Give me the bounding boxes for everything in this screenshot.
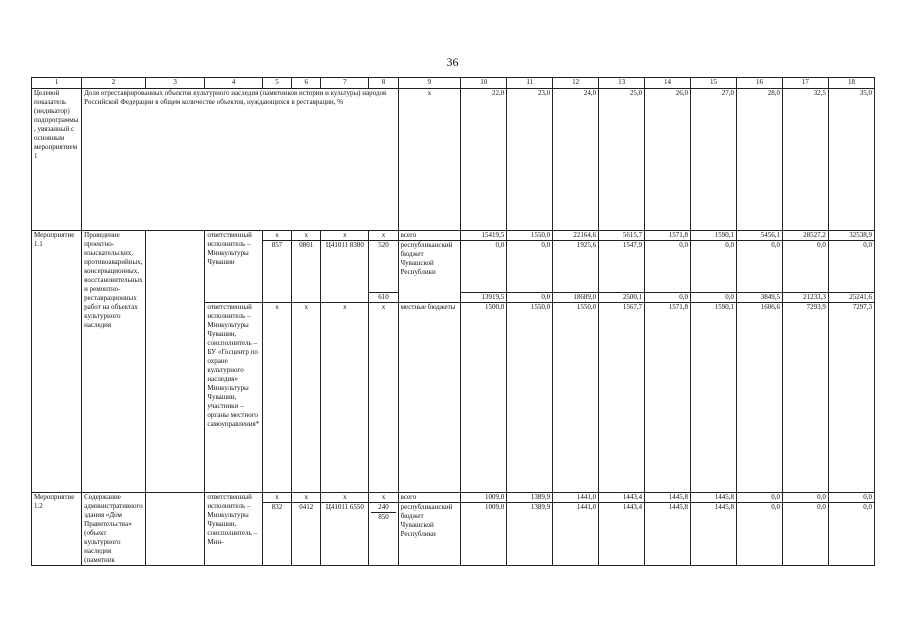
- cell: 1389,9: [507, 503, 553, 566]
- cell: 1925,6: [553, 241, 599, 293]
- cell: x: [321, 493, 369, 503]
- indicator-value: 35,0: [828, 89, 874, 231]
- cell: 13919,5: [461, 293, 507, 303]
- column-number-header: 12: [553, 78, 599, 89]
- column-number-header: 6: [292, 78, 321, 89]
- cell: 0,0: [828, 503, 874, 566]
- cell: x: [369, 231, 398, 241]
- cell: 1550,0: [553, 303, 599, 493]
- indicator-value: 22,0: [461, 89, 507, 231]
- cell: 0,0: [736, 493, 782, 503]
- column-number-header: 9: [398, 78, 461, 89]
- cell: 610: [369, 293, 398, 303]
- column-number-header: 11: [507, 78, 553, 89]
- header-row: [32, 78, 875, 89]
- column-number-header: 2: [82, 78, 146, 89]
- event1-col3: [145, 231, 205, 493]
- cell: 0,0: [461, 241, 507, 293]
- cell: 857: [262, 241, 291, 303]
- event1-resp1: ответственный исполнитель – Минкультуры Чувашии: [205, 231, 262, 303]
- cell: x: [321, 231, 369, 241]
- cell: 3849,5: [736, 293, 782, 303]
- indicator-text: Доля отреставрированных объектов культурного наследия (памятников истории и культуры) народов Российской Федерации в общем количестве объектов, нуждающихся в реставрации, %: [82, 89, 398, 231]
- cell: 1567,7: [599, 303, 645, 493]
- cell: x: [262, 493, 291, 503]
- cell: x: [321, 303, 369, 493]
- event1-label: Мероприятие 1.1: [32, 231, 82, 493]
- cell: всего: [398, 231, 461, 241]
- cell: 0,0: [645, 241, 691, 293]
- cell: 25241,6: [828, 293, 874, 303]
- cell: Ц41011 8380: [321, 241, 369, 303]
- cell: 5456,1: [736, 231, 782, 241]
- cell: 0,0: [645, 293, 691, 303]
- column-number-header: 3: [145, 78, 205, 89]
- cell: 0412: [292, 503, 321, 566]
- cell: 1441,0: [553, 503, 599, 566]
- cell: республиканский бюджет Чувашской Республики: [398, 241, 461, 303]
- cell: 18689,0: [553, 293, 599, 303]
- cell: 15419,5: [461, 231, 507, 241]
- cell: 1445,8: [645, 493, 691, 503]
- cell: 1009,0: [461, 493, 507, 503]
- cell: 850: [371, 512, 395, 522]
- cell: 1547,9: [599, 241, 645, 293]
- event2-label: Мероприятие 1.2: [32, 493, 82, 566]
- cell: 1443,4: [599, 503, 645, 566]
- cell: Ц41011 6550: [321, 503, 369, 566]
- cell: 22164,6: [553, 231, 599, 241]
- indicator-value: 23,0: [507, 89, 553, 231]
- cell: 1500,0: [461, 303, 507, 493]
- cell: 0,0: [782, 493, 828, 503]
- cell: 0,0: [507, 241, 553, 293]
- column-number-header: 16: [736, 78, 782, 89]
- cell: 1571,8: [645, 303, 691, 493]
- indicator-row: [32, 89, 875, 231]
- cell: 7297,3: [828, 303, 874, 493]
- event2-col3: [145, 493, 205, 566]
- cell: 1550,0: [507, 231, 553, 241]
- cell: 1590,1: [691, 231, 737, 241]
- column-number-header: 17: [782, 78, 828, 89]
- indicator-value: 26,0: [645, 89, 691, 231]
- cell: 0,0: [828, 493, 874, 503]
- indicator-label: Целевой показатель (индикатор) подпрограммы, увязанный с основным мероприятием 1: [32, 89, 82, 231]
- cell: 0,0: [782, 503, 828, 566]
- event2-total-row: [32, 493, 875, 503]
- column-number-header: 13: [599, 78, 645, 89]
- cell: x: [369, 493, 398, 503]
- cell: 21233,3: [782, 293, 828, 303]
- cell: 0,0: [507, 293, 553, 303]
- event1-name: Проведение проектно-изыскательских, противоаварийных, консервационных, восстановительных и ремонтно-реставрационных работ на объектах культурного наследия: [82, 231, 146, 493]
- event2-name: Содержание административного здания «Дом Правительства» (объект культурного наследия (памятник: [82, 493, 146, 566]
- page-number: 36: [446, 55, 459, 69]
- indicator-col9: x: [398, 89, 461, 231]
- cell: 0,0: [691, 293, 737, 303]
- cell: 1590,1: [691, 303, 737, 493]
- cell: республиканский бюджет Чувашской Республики: [398, 503, 461, 566]
- cell: 1009,0: [461, 503, 507, 566]
- cell: 240: [378, 503, 389, 512]
- cell: 1441,0: [553, 493, 599, 503]
- cell: 1571,8: [645, 231, 691, 241]
- budget-table: [31, 77, 875, 566]
- cell: 1443,4: [599, 493, 645, 503]
- cell: x: [369, 303, 398, 493]
- cell: 0,0: [782, 241, 828, 293]
- cell: x: [262, 303, 291, 493]
- cell: 1445,8: [691, 493, 737, 503]
- indicator-value: 28,0: [736, 89, 782, 231]
- cell: 0,0: [828, 241, 874, 293]
- column-number-header: 4: [205, 78, 262, 89]
- indicator-value: 32,5: [782, 89, 828, 231]
- cell: 832: [262, 503, 291, 566]
- event1-total-row: [32, 231, 875, 241]
- cell: 28527,2: [782, 231, 828, 241]
- column-number-header: 14: [645, 78, 691, 89]
- column-number-header: 8: [369, 78, 398, 89]
- column-number-header: 10: [461, 78, 507, 89]
- indicator-value: 25,0: [599, 89, 645, 231]
- cell: 520: [369, 241, 398, 293]
- column-number-header: 5: [262, 78, 291, 89]
- cell: 0801: [292, 241, 321, 303]
- indicator-value: 24,0: [553, 89, 599, 231]
- cell: 1550,0: [507, 303, 553, 493]
- cell: 0,0: [736, 241, 782, 293]
- cell: 1445,8: [645, 503, 691, 566]
- cell: x: [292, 493, 321, 503]
- event2-resp: ответственный исполнитель – Минкультуры Чувашии, соисполнитель – Мин-: [205, 493, 262, 566]
- cell: x: [292, 303, 321, 493]
- cell: 32538,9: [828, 231, 874, 241]
- column-number-header: 18: [828, 78, 874, 89]
- column-number-header: 15: [691, 78, 737, 89]
- cell: 7293,9: [782, 303, 828, 493]
- cell: x: [262, 231, 291, 241]
- cell: 0,0: [736, 503, 782, 566]
- column-number-header: 7: [321, 78, 369, 89]
- cell: 5615,7: [599, 231, 645, 241]
- cell: местные бюджеты: [398, 303, 461, 493]
- cell: всего: [398, 493, 461, 503]
- cell: 0,0: [691, 241, 737, 293]
- indicator-value: 27,0: [691, 89, 737, 231]
- event1-resp2: ответственный исполнитель – Минкультуры Чувашии, соисполнитель – БУ «Госцентр по охране культурного наследия» Минкультуры Чувашии, участники – органы местного самоуправления*: [205, 303, 262, 493]
- cell: 1606,6: [736, 303, 782, 493]
- cell: 1389,9: [507, 493, 553, 503]
- column-number-header: 1: [32, 78, 82, 89]
- cell: 2500,1: [599, 293, 645, 303]
- cell: 1445,8: [691, 503, 737, 566]
- cell: x: [292, 231, 321, 241]
- cell: [369, 503, 398, 566]
